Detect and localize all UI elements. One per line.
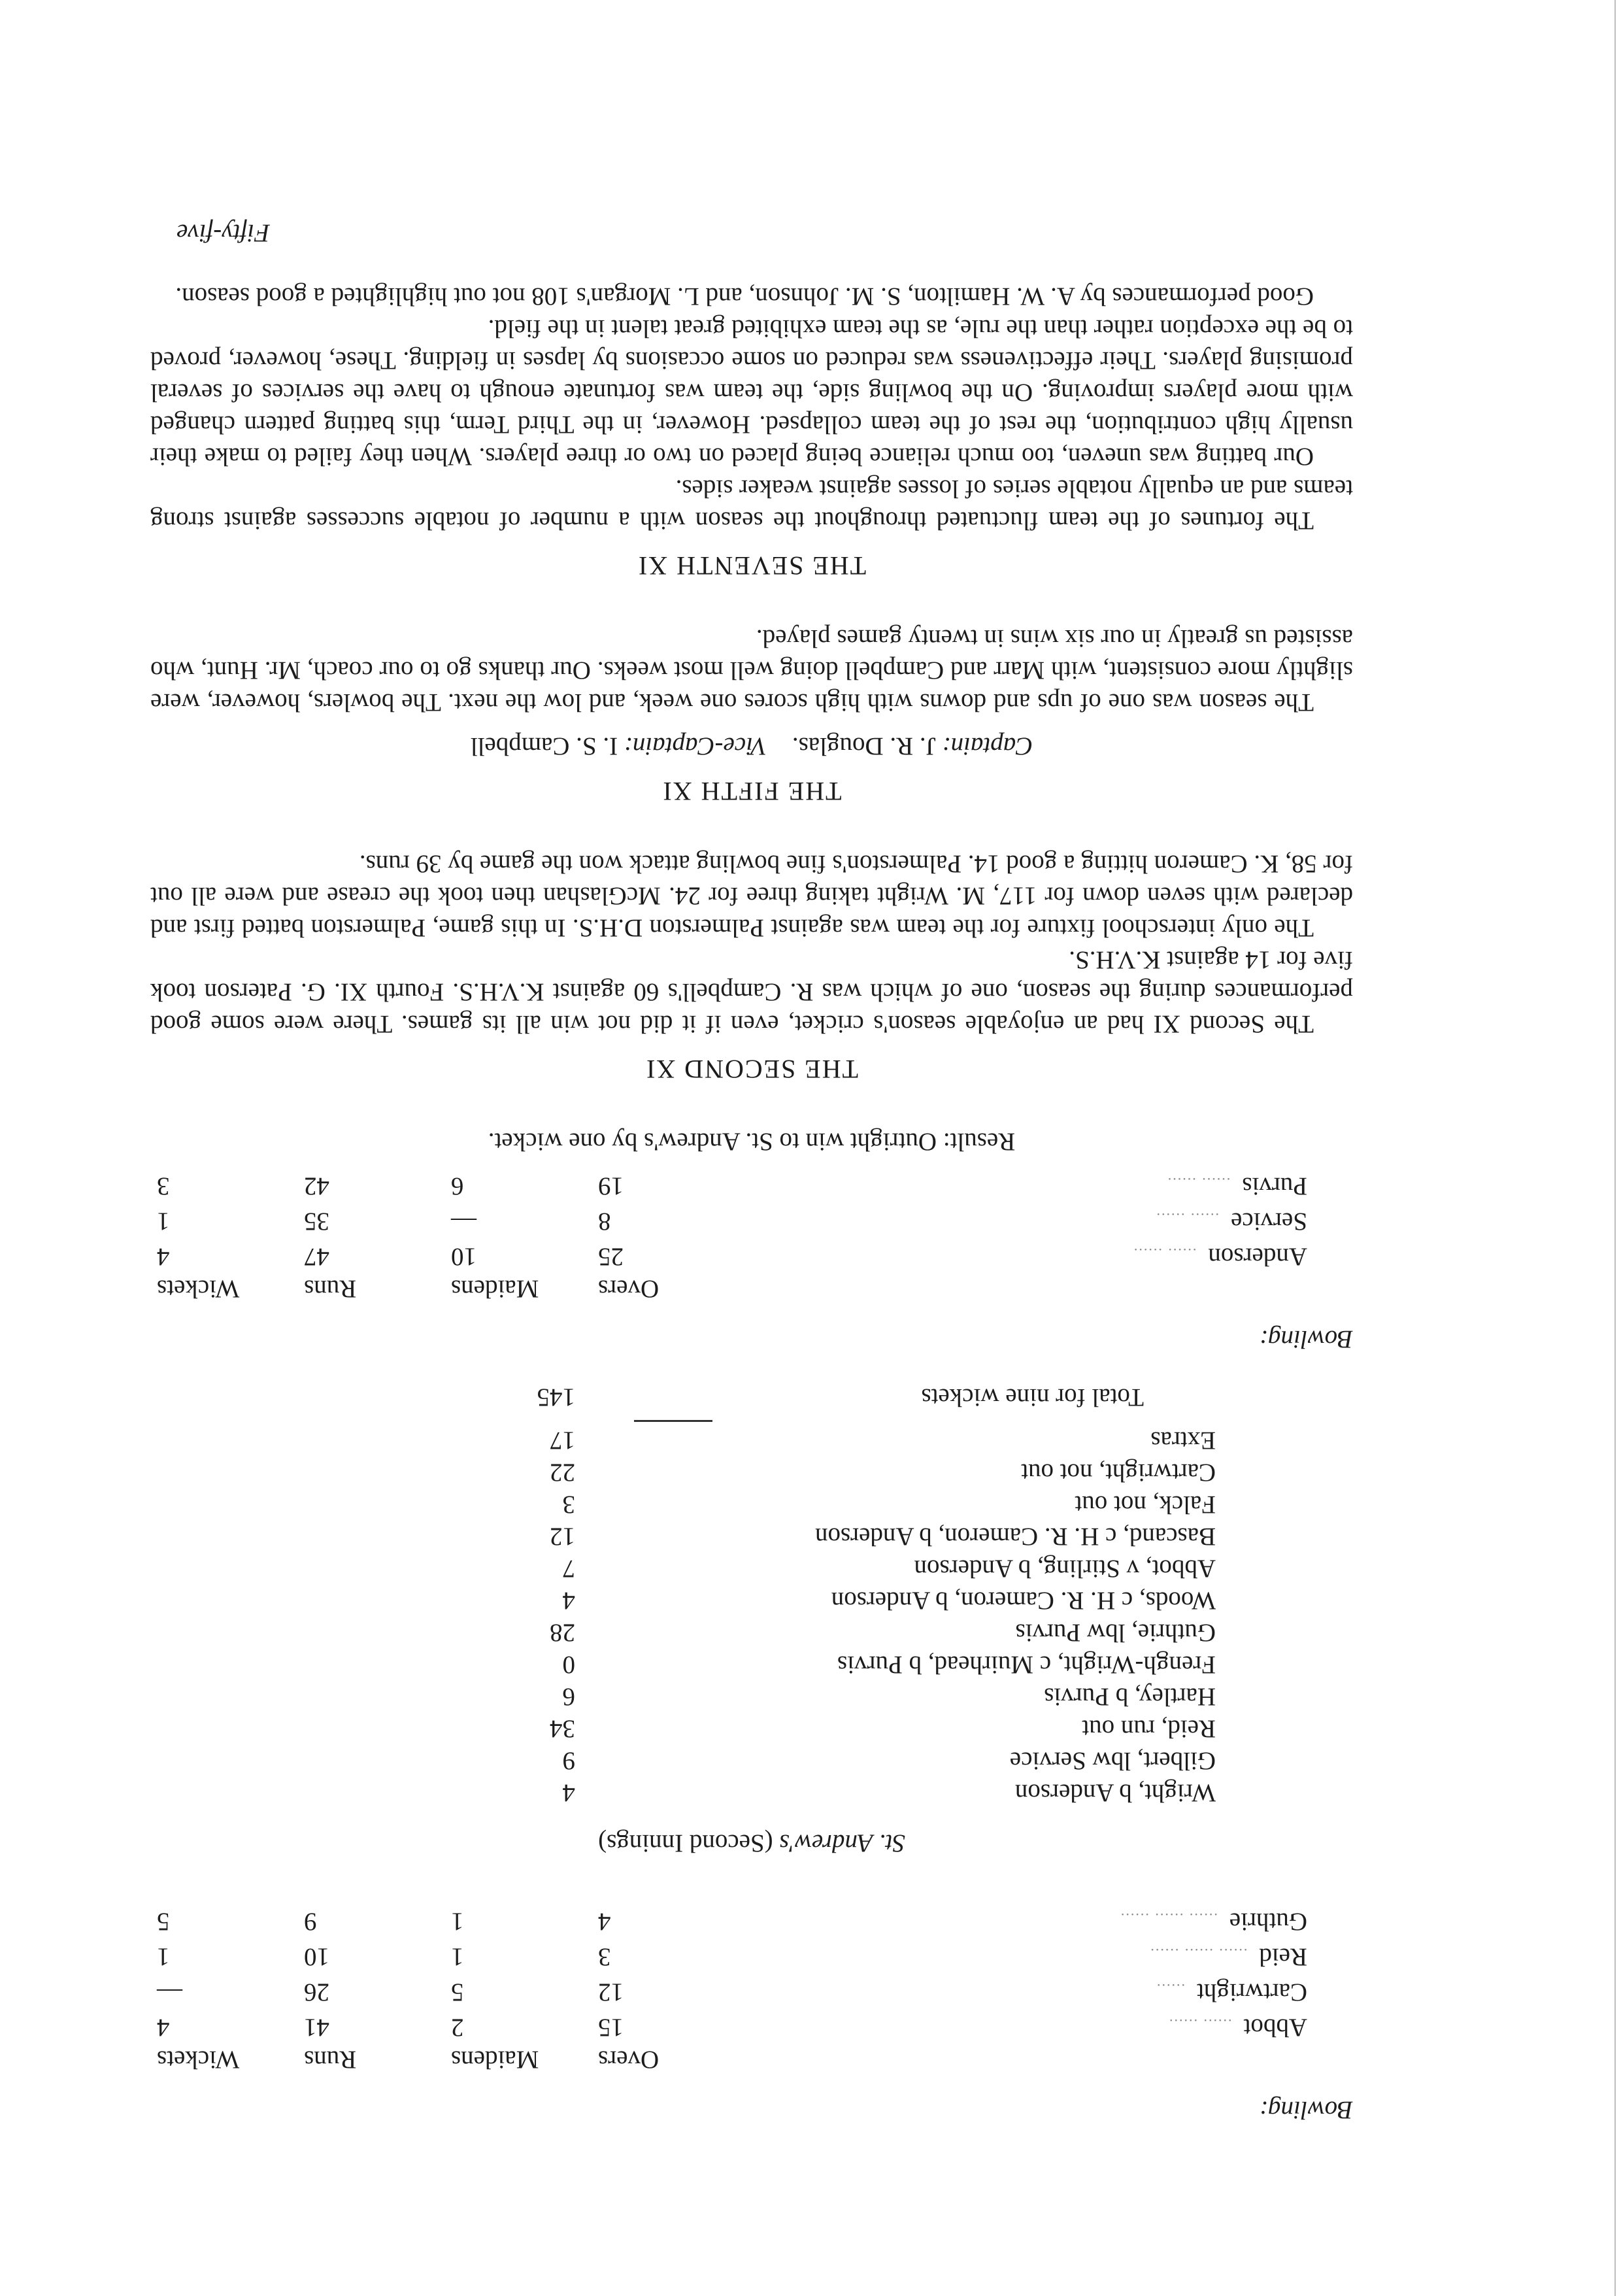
list-item — [431, 1649, 1216, 1681]
batsman-score: 28 — [550, 1619, 575, 1647]
paragraph: Good performances by A. W. Hamilton, S. M. Johnson, and L. Morgan's 108 not out highlighted a good season. — [175, 282, 1314, 311]
header-maidens: Maidens — [451, 1275, 539, 1303]
batsman-entry: Bascand, c H. R. Cameron, b Anderson — [814, 1523, 1216, 1551]
bowling-header-row — [157, 1273, 1307, 1305]
wickets-cell: 1 — [157, 1943, 170, 1971]
page-number: Fifty-five — [176, 219, 270, 247]
list-item — [431, 1489, 1216, 1521]
batsman-entry: Hartley, b Purvis — [1044, 1683, 1216, 1711]
bowling-table-1 — [157, 1902, 1307, 2076]
bowling-table-2 — [157, 1167, 1307, 1305]
batsman-entry: Abbot, v Stirling, b Anderson — [914, 1555, 1216, 1583]
wickets-cell: 4 — [157, 2014, 170, 2042]
runs-cell: 10 — [304, 1943, 329, 1971]
maidens-cell: 10 — [451, 1243, 476, 1271]
header-runs: Runs — [304, 1275, 357, 1303]
overs-cell: 8 — [598, 1207, 611, 1236]
batsman-score: 9 — [562, 1747, 575, 1775]
maidens-cell: 6 — [451, 1172, 464, 1200]
batsman-entry: Woods, c H. R. Cameron, b Anderson — [831, 1587, 1216, 1615]
batsman-score: 6 — [562, 1683, 575, 1711]
wickets-cell: — — [157, 1978, 182, 2006]
batsman-entry: Guthrie, lbw Purvis — [1015, 1619, 1216, 1647]
batsman-score: 7 — [562, 1555, 575, 1583]
bowler-name: Guthrie — [1229, 1908, 1307, 1936]
match-result: Result: Outright win to St. Andrew's by one wicket. — [488, 1128, 1016, 1156]
runs-cell: 42 — [304, 1172, 329, 1200]
table-row: Service...... ...... 8 — 35 1 — [157, 1202, 1307, 1238]
runs-cell: 26 — [304, 1978, 329, 2006]
overs-cell: 4 — [598, 1908, 611, 1936]
wickets-cell: 3 — [157, 1172, 170, 1200]
bowler-name: Abbot — [1243, 2014, 1307, 2042]
bowler-name: Anderson — [1208, 1243, 1307, 1271]
overs-cell: 19 — [598, 1172, 624, 1200]
innings-total-row — [150, 1381, 1216, 1413]
overs-cell: 15 — [598, 2014, 624, 2042]
list-item — [431, 1745, 1216, 1777]
header-wickets: Wickets — [157, 1275, 240, 1303]
batsman-entry: Extras — [1150, 1427, 1216, 1455]
section-heading-seventh-xi: THE SEVENTH XI — [637, 551, 867, 581]
list-item — [431, 1457, 1216, 1489]
table-row: Anderson...... ...... 25 10 47 4 — [157, 1238, 1307, 1273]
section-heading-second-xi: THE SECOND XI — [645, 1055, 858, 1084]
maidens-cell: 5 — [451, 1978, 464, 2006]
table-row: Purvis...... ...... 19 6 42 3 — [157, 1167, 1307, 1202]
captain-line — [150, 730, 1353, 762]
batsman-score: 22 — [550, 1459, 575, 1487]
innings-team: St. Andrew's — [779, 1829, 905, 1857]
wickets-cell: 5 — [157, 1908, 170, 1936]
list-item — [431, 1681, 1216, 1713]
batsman-entry: Wright, b Anderson — [1014, 1779, 1216, 1807]
total-rule — [634, 1413, 712, 1422]
bowler-name: Service — [1231, 1207, 1307, 1236]
total-score: 145 — [537, 1383, 575, 1411]
header-wickets: Wickets — [157, 2046, 240, 2074]
wickets-cell: 1 — [157, 1207, 170, 1236]
runs-cell: 47 — [304, 1243, 329, 1271]
list-item — [431, 1553, 1216, 1585]
runs-cell: 9 — [304, 1908, 317, 1936]
list-item — [431, 1617, 1216, 1649]
paragraph: Our batting was uneven, too much reliance being placed on two or three players. When they failed to make their usually high contribution, the rest of the team collapsed. However, in the Third Term, this batting pattern changed with more players improving. On the bowling side, the team was fortunate enough to have the services of several promising players. Their effectiveness was reduced on some occasions by lapses in fielding. These, however, proved to be the exception rather than the rule, as the team exhibited great talent in the field. — [150, 314, 1353, 471]
bowler-name: Cartwright — [1197, 1978, 1307, 2006]
overs-cell: 25 — [598, 1243, 624, 1271]
paragraph: The Second XI had an enjoyable season's cricket, even if it did not win all its games. There were some good performances during the season, one of which was R. Campbell's 60 against K.V.H.S. Fourth XI. G. Paterson took five for 14 against K.V.H.S. — [150, 946, 1353, 1038]
vice-captain-label: Vice-Captain: — [624, 732, 767, 760]
batsman-entry: Frengh-Wright, c Muirhead, b Purvis — [837, 1651, 1216, 1679]
maidens-cell: — — [451, 1207, 476, 1236]
header-runs: Runs — [304, 2046, 357, 2074]
list-item — [431, 1425, 1216, 1457]
bowler-name: Reid — [1259, 1943, 1307, 1971]
table-row: Abbot...... ...... 15 2 41 4 — [157, 2008, 1307, 2044]
batsman-entry: Reid, run out — [1082, 1715, 1216, 1743]
bowling-header-row — [157, 2044, 1307, 2076]
batsman-score: 4 — [562, 1779, 575, 1807]
bowling-label-2: Bowling: — [1260, 1325, 1353, 1353]
maidens-cell: 1 — [451, 1943, 464, 1971]
list-item — [431, 1521, 1216, 1553]
innings-subtitle: (Second Innings) — [598, 1829, 773, 1857]
list-item — [431, 1713, 1216, 1745]
paragraph: The only interschool fixture for the team was against Palmerston D.H.S. In this game, Palmerston batted first and declared with seven down for 117, M. Wright taking three for 24. McGlashan then took the crease and were all out for 58, K. Cameron hitting a good 14. Palmerston's fine bowling attack won the game by 39 runs. — [150, 850, 1353, 942]
batsman-entry: Gilbert, lbw Service — [1009, 1747, 1216, 1775]
batsman-entry: Cartwright, not out — [1021, 1459, 1216, 1487]
header-overs: Overs — [598, 2046, 660, 2074]
table-row: Cartwright...... 12 5 26 — — [157, 1973, 1307, 2008]
batsman-score: 3 — [562, 1491, 575, 1519]
overs-cell: 12 — [598, 1978, 624, 2006]
wickets-cell: 4 — [157, 1243, 170, 1271]
bowling-label-1: Bowling: — [1260, 2096, 1353, 2124]
list-item — [431, 1585, 1216, 1617]
maidens-cell: 2 — [451, 2014, 464, 2042]
runs-cell: 35 — [304, 1207, 329, 1236]
overs-cell: 3 — [598, 1943, 611, 1971]
bowler-name: Purvis — [1242, 1172, 1307, 1200]
batsman-score: 0 — [562, 1651, 575, 1679]
batsman-entry: Falck, not out — [1075, 1491, 1216, 1519]
maidens-cell: 1 — [451, 1908, 464, 1936]
total-label: Total for nine wickets — [921, 1383, 1144, 1411]
list-item — [431, 1777, 1216, 1809]
batsman-score: 4 — [562, 1587, 575, 1615]
batsman-score: 34 — [550, 1715, 575, 1743]
section-heading-fifth-xi: THE FIFTH XI — [661, 777, 842, 806]
vice-captain-name: I. S. Campbell — [470, 732, 618, 760]
batsman-score: 12 — [550, 1523, 575, 1551]
runs-cell: 41 — [304, 2014, 329, 2042]
header-overs: Overs — [598, 1275, 660, 1303]
captain-label: Captain: — [942, 732, 1033, 760]
innings-title — [150, 1827, 1353, 1859]
paragraph: The fortunes of the team fluctuated throughout the season with a number of notable successes against strong teams and an equally notable series of losses against weaker sides. — [150, 475, 1353, 535]
paragraph: The season was one of ups and downs with high scores one week, and low the next. The bowlers, however, were slightly more consistent, with Marr and Campbell doing well most weeks. Our thanks go to our coach, Mr. Hunt, who assisted us greatly in our six wins in twenty games played. — [150, 624, 1353, 717]
batting-list — [431, 1425, 1216, 1809]
captain-name: J. R. Douglas. — [792, 732, 936, 760]
table-row: Reid...... ...... ...... 3 1 10 1 — [157, 1938, 1307, 1973]
page-content — [150, 217, 1353, 2126]
batsman-score: 17 — [550, 1427, 575, 1455]
table-row: Guthrie...... ...... ...... 4 1 9 5 — [157, 1902, 1307, 1938]
header-maidens: Maidens — [451, 2046, 539, 2074]
